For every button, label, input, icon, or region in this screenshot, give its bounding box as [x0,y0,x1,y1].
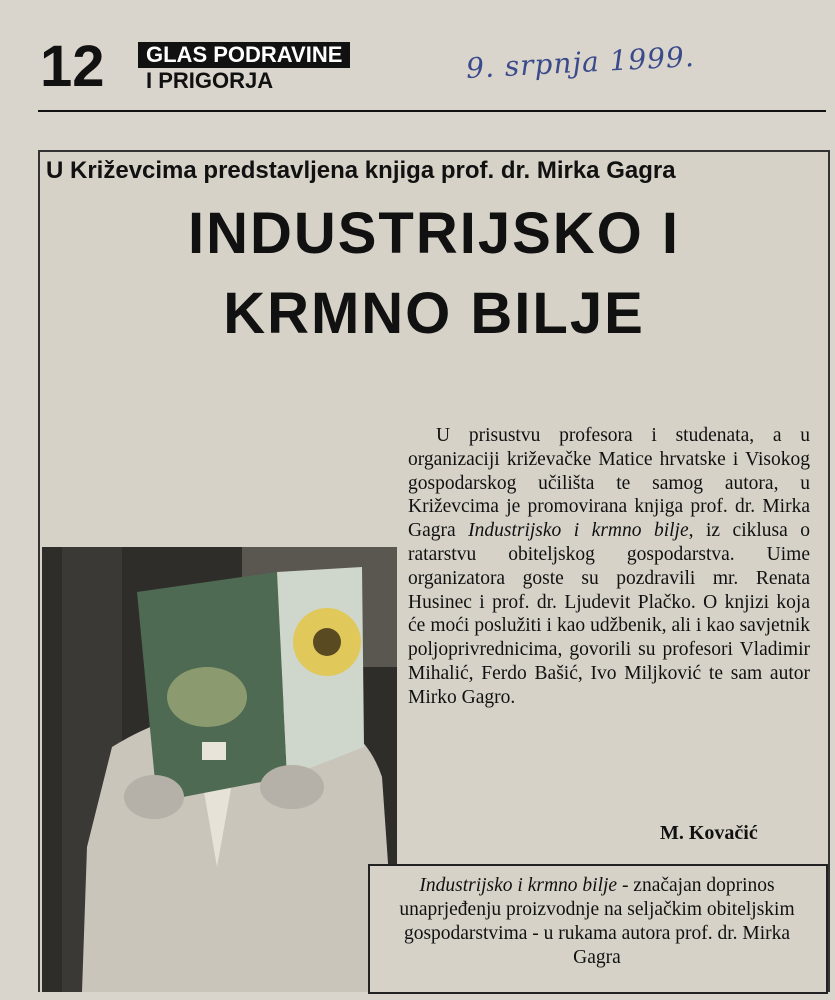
masthead-line1: GLAS PODRAVINE [138,42,350,68]
headline-line2: KRMNO BILJE [223,281,645,346]
headline-line1: INDUSTRIJSKO I [187,201,681,266]
article-body [408,424,810,710]
handwritten-date: 9. srpnja 1999. [465,40,696,85]
body-part1: U prisustvu profesora i studenata, a u organizaciji križevačke Matice hrvatske i Visokog gospodarskog učilišta te samog autora, u Križevcima je promovirana knjiga prof. dr. Mirka Gagra [408,425,810,542]
photo-caption [380,874,814,970]
photo-caption-box [368,864,828,994]
masthead-line2: I PRIGORJA [146,68,274,93]
article [38,150,830,992]
article-headline [40,194,828,354]
article-byline: M. Kovačić [660,822,758,844]
body-part2: , iz ciklusa o ratarstvu obiteljskog gospodarstva. Uime organizatora goste su pozdravili mr. Renata Husinec i prof. dr. Ljudevit Plačko. O knjizi koja će moći poslužiti i kao udžbenik, ali i kao savjetnik poljoprivrednicima, govorili su profesori Vladimir Mihalić, Ferdo Bašić, Ivo Miljković te sam autor Mirko Gagro. [408,520,811,708]
author-photo [42,547,397,992]
caption-book-title: Industrijsko i krmno bilje [419,875,618,896]
page-number: 12 [40,34,105,99]
body-book-title: Industrijsko i krmno bilje [468,520,689,542]
page-header [38,30,826,112]
author-photo-illustration [42,547,397,992]
article-kicker: U Križevcima predstavljena knjiga prof. dr. Mirka Gagra [46,157,676,184]
article-paragraph [408,424,810,710]
masthead [138,42,393,94]
caption-text: - značajan doprinos unaprjeđenju proizvodnje na seljačkim obiteljskim gospodarstvima - u rukama autora prof. dr. Mirka Gagra [399,875,795,968]
